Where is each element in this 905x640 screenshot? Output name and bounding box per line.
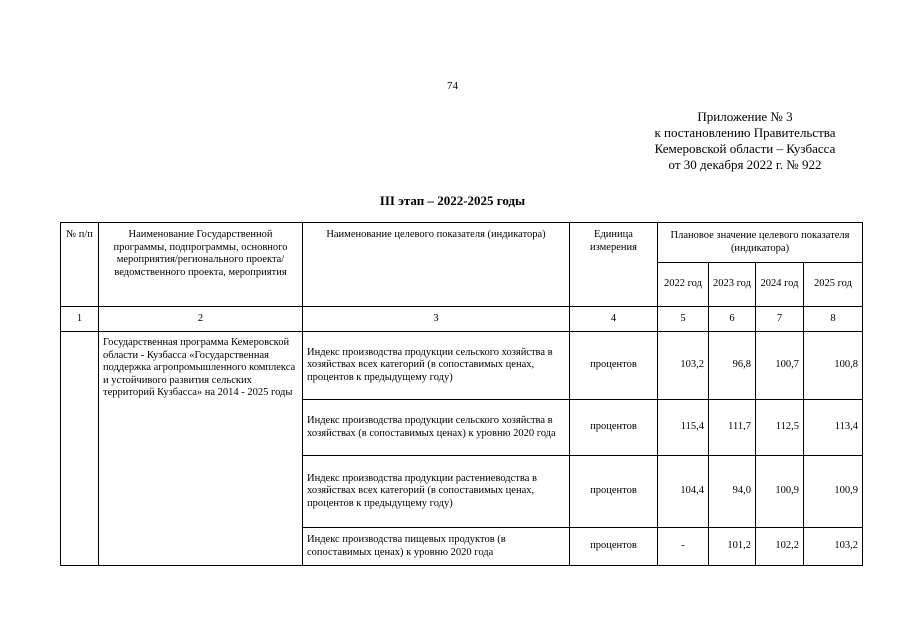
table-header-row [61,223,863,263]
indicator-name: Индекс производства продукции растениеводства в хозяйствах всех категорий (в сопоставимых ценах, процентов к предыдущему году) [303,456,570,528]
row-number-empty [61,332,99,566]
header-program: Наименование Государственной программы, подпрограммы, основного мероприятия/регионального проекта/ведомственного проекта, мероприятия [99,223,303,307]
header-planned: Плановое значение целевого показателя (индикатора) [658,223,863,263]
column-number-row [61,307,863,332]
unit-cell: процентов [570,528,658,566]
value-2022: - [658,528,709,566]
header-year-2025: 2025 год [804,263,863,307]
unit-cell: процентов [570,332,658,400]
value-2022: 104,4 [658,456,709,528]
value-2024: 100,7 [756,332,804,400]
col-number: 7 [756,307,804,332]
appendix-line-3: Кемеровской области – Кузбасса [654,141,836,156]
stage-title: III этап – 2022-2025 годы [379,193,526,208]
indicator-name: Индекс производства продукции сельского хозяйства в хозяйствах (в сопоставимых ценах) к уровню 2020 года [303,400,570,456]
appendix-line-1: Приложение № 3 [697,109,793,124]
value-2023: 101,2 [709,528,756,566]
value-2024: 102,2 [756,528,804,566]
value-2022: 103,2 [658,332,709,400]
col-number: 1 [61,307,99,332]
value-2025: 100,9 [804,456,863,528]
col-number: 6 [709,307,756,332]
value-2025: 100,8 [804,332,863,400]
page-number: 74 [447,80,458,92]
program-name: Государственная программа Кемеровской области - Кузбасса «Государственная поддержка агропромышленного комплекса и устойчивого развития сельских территорий Кузбасса» на 2014 - 2025 годы [99,332,303,566]
value-2022: 115,4 [658,400,709,456]
value-2024: 112,5 [756,400,804,456]
indicators-table [60,222,863,566]
col-number: 3 [303,307,570,332]
value-2024: 100,9 [756,456,804,528]
indicator-name: Индекс производства продукции сельского хозяйства в хозяйствах всех категорий (в сопоставимых ценах, процентов к предыдущему году) [303,332,570,400]
col-number: 5 [658,307,709,332]
appendix-line-4: от 30 декабря 2022 г. № 922 [668,157,822,172]
header-indicator: Наименование целевого показателя (индикатора) [303,223,570,307]
col-number: 4 [570,307,658,332]
header-year-2023: 2023 год [709,263,756,307]
table-row [61,332,863,400]
appendix-header [600,109,890,173]
unit-cell: процентов [570,400,658,456]
col-number: 2 [99,307,303,332]
value-2025: 103,2 [804,528,863,566]
col-number: 8 [804,307,863,332]
value-2023: 94,0 [709,456,756,528]
header-num: № п/п [61,223,99,307]
value-2025: 113,4 [804,400,863,456]
value-2023: 111,7 [709,400,756,456]
unit-cell: процентов [570,456,658,528]
header-year-2022: 2022 год [658,263,709,307]
value-2023: 96,8 [709,332,756,400]
indicator-name: Индекс производства пищевых продуктов (в сопоставимых ценах) к уровню 2020 года [303,528,570,566]
header-unit: Единица измерения [570,223,658,307]
appendix-line-2: к постановлению Правительства [654,125,836,140]
header-year-2024: 2024 год [756,263,804,307]
